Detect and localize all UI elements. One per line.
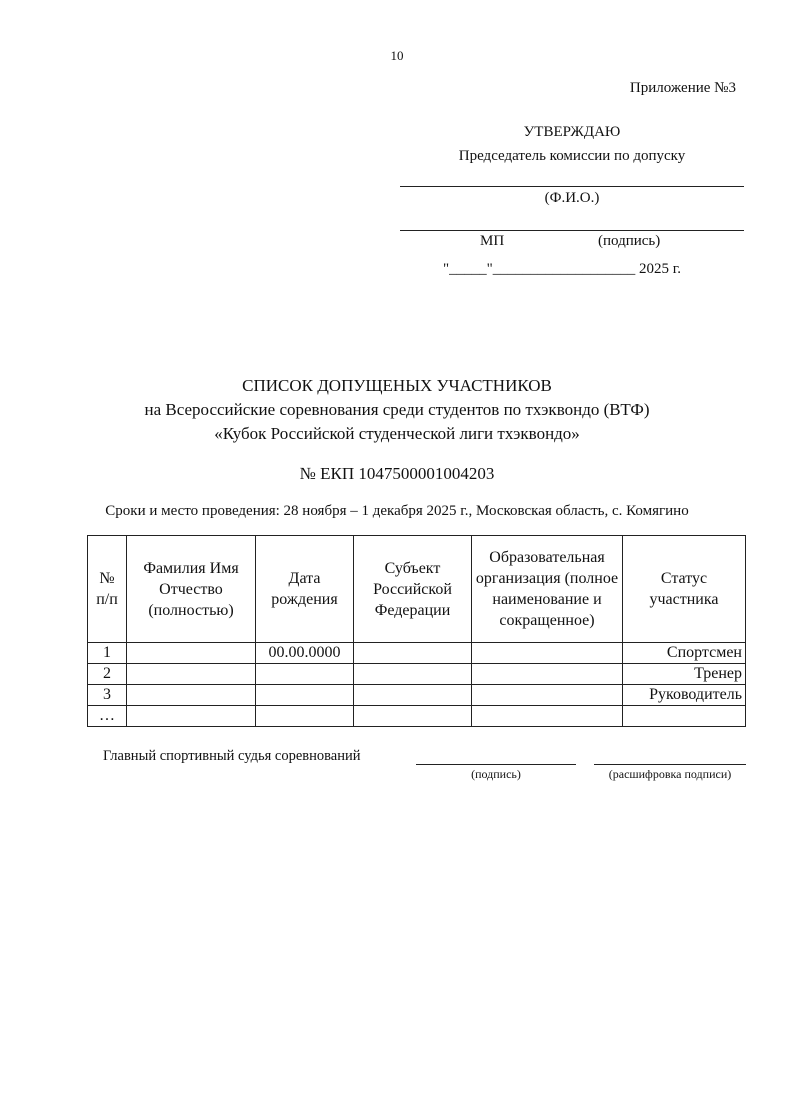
chair-name-line bbox=[400, 186, 744, 187]
cell-status: Тренер bbox=[623, 664, 746, 685]
cell-birthdate bbox=[256, 685, 354, 706]
cell-birthdate bbox=[256, 664, 354, 685]
col-header-organization: Образовательная организация (полное наименование и сокращенное) bbox=[472, 536, 623, 643]
appendix-label: Приложение №3 bbox=[629, 80, 736, 96]
approval-position: Председатель комиссии по допуску bbox=[458, 148, 686, 164]
table-row bbox=[88, 685, 746, 706]
cell-number: 3 bbox=[88, 685, 127, 706]
judge-signature-caption: (подпись) bbox=[471, 767, 521, 781]
participants-table bbox=[87, 535, 746, 727]
table-row bbox=[88, 643, 746, 664]
cell-fullname bbox=[127, 664, 256, 685]
page-number: 10 bbox=[390, 48, 404, 63]
chief-judge-label: Главный спортивный судья соревнований bbox=[103, 748, 361, 764]
col-header-number: № п/п bbox=[88, 536, 127, 643]
cell-organization bbox=[472, 685, 623, 706]
cell-number: 1 bbox=[88, 643, 127, 664]
event-terms: Сроки и место проведения: 28 ноября – 1 декабря 2025 г., Московская область, с. Комягино bbox=[105, 503, 689, 519]
ekp-number: № ЕКП 1047500001004203 bbox=[299, 464, 495, 483]
approval-date-line: "_____"___________________ 2025 г. bbox=[443, 261, 681, 277]
table-row bbox=[88, 706, 746, 727]
cell-region bbox=[354, 685, 472, 706]
col-header-region: Субъект Российской Федерации bbox=[354, 536, 472, 643]
signature-line bbox=[400, 230, 744, 231]
cell-organization bbox=[472, 643, 623, 664]
approval-title: УТВЕРЖДАЮ bbox=[523, 124, 621, 140]
cell-region bbox=[354, 643, 472, 664]
cell-organization bbox=[472, 706, 623, 727]
cell-birthdate: 00.00.0000 bbox=[256, 643, 354, 664]
cell-number: 2 bbox=[88, 664, 127, 685]
fio-caption: (Ф.И.О.) bbox=[544, 190, 600, 206]
col-header-fullname: Фамилия Имя Отчество (полностью) bbox=[127, 536, 256, 643]
table-row bbox=[88, 664, 746, 685]
cell-region bbox=[354, 706, 472, 727]
table-header-row bbox=[88, 536, 746, 643]
signature-label: (подпись) bbox=[598, 233, 661, 249]
document-title: СПИСОК ДОПУЩЕНЫХ УЧАСТНИКОВ bbox=[242, 376, 552, 395]
cell-fullname bbox=[127, 685, 256, 706]
cell-organization bbox=[472, 664, 623, 685]
cell-status: Руководитель bbox=[623, 685, 746, 706]
judge-decryption-line bbox=[594, 764, 746, 765]
col-header-birthdate: Дата рождения bbox=[256, 536, 354, 643]
cell-region bbox=[354, 664, 472, 685]
cell-birthdate bbox=[256, 706, 354, 727]
cup-name: «Кубок Российской студенческой лиги тхэквондо» bbox=[214, 424, 580, 443]
competition-name: на Всероссийские соревнования среди студентов по тхэквондо (ВТФ) bbox=[144, 400, 650, 419]
cell-fullname bbox=[127, 643, 256, 664]
cell-status bbox=[623, 706, 746, 727]
judge-decryption-caption: (расшифровка подписи) bbox=[608, 767, 732, 781]
stamp-label: МП bbox=[480, 233, 505, 249]
col-header-status: Статус участника bbox=[623, 536, 746, 643]
judge-signature-line bbox=[416, 764, 576, 765]
cell-fullname bbox=[127, 706, 256, 727]
cell-status: Спортсмен bbox=[623, 643, 746, 664]
cell-number: … bbox=[88, 706, 127, 727]
